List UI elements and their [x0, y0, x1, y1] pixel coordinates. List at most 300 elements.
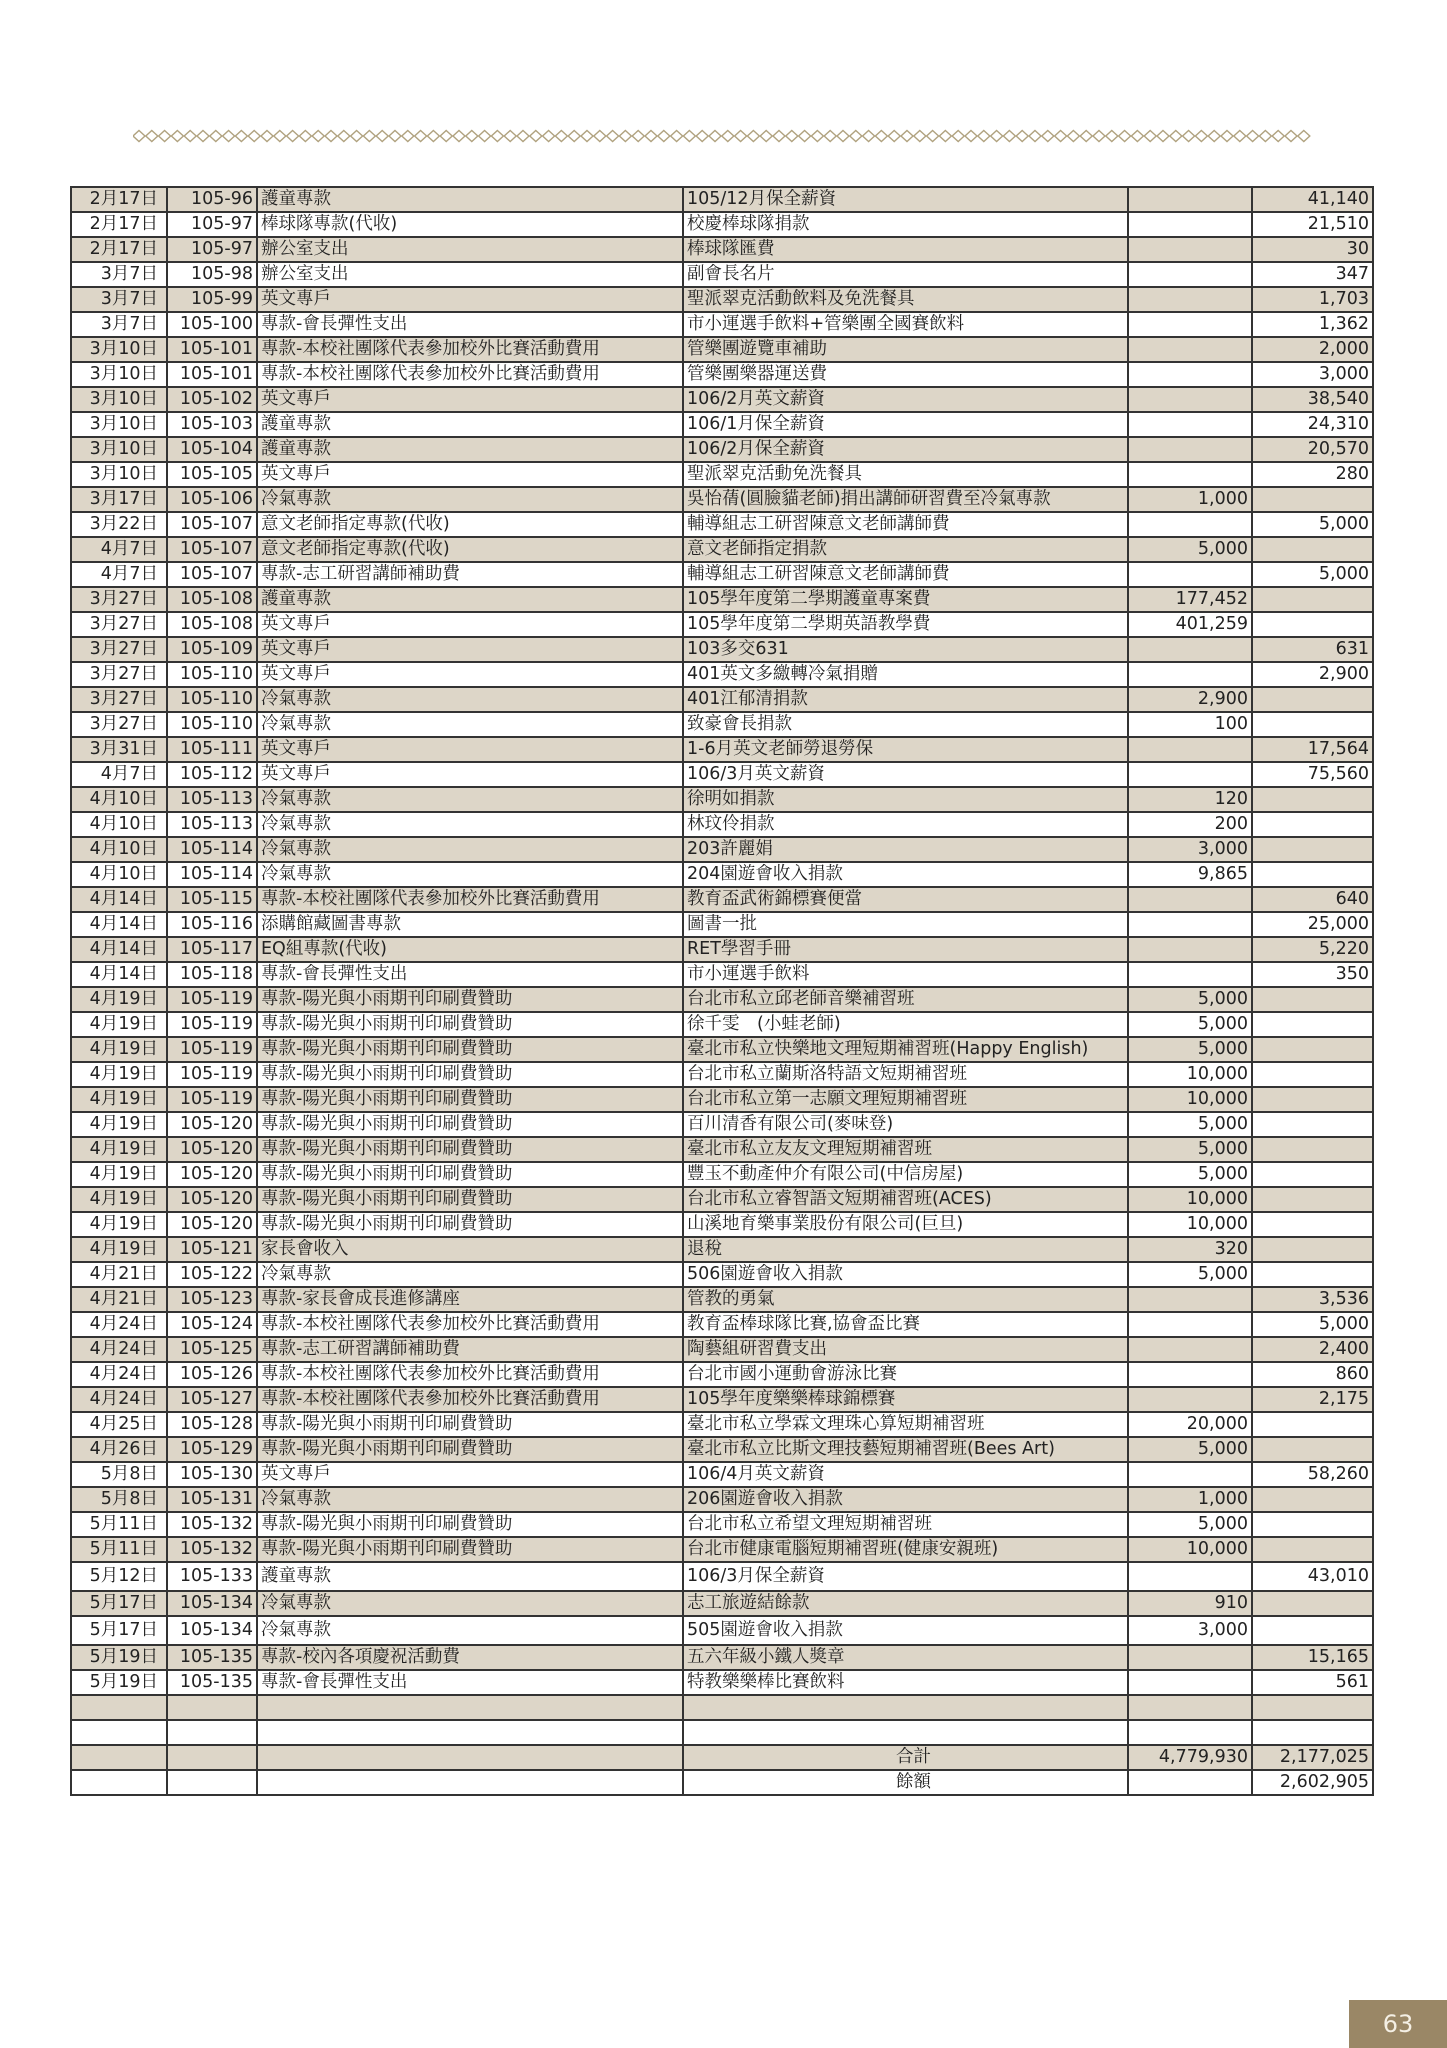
- expense-cell: 30: [1252, 237, 1373, 262]
- voucher-no-cell: 105-135: [167, 1670, 257, 1695]
- description-cell: 台北市私立希望文理短期補習班: [683, 1512, 1128, 1537]
- date-cell: 4月7日: [71, 537, 167, 562]
- table-row: [71, 762, 1373, 787]
- date-cell: 3月27日: [71, 637, 167, 662]
- date-cell: 3月10日: [71, 437, 167, 462]
- date-cell: 4月19日: [71, 987, 167, 1012]
- description-cell: 山溪地育樂事業股份有限公司(巨旦): [683, 1212, 1128, 1237]
- date-cell: 4月14日: [71, 962, 167, 987]
- description-cell: 志工旅遊結餘款: [683, 1591, 1128, 1616]
- description-cell: 206園遊會收入捐款: [683, 1487, 1128, 1512]
- description-cell: 103多交631: [683, 637, 1128, 662]
- ornament-diamond: [543, 131, 555, 142]
- expense-cell: 2,900: [1252, 662, 1373, 687]
- description-cell: 聖派翠克活動飲料及免洗餐具: [683, 287, 1128, 312]
- table-row: [71, 1487, 1373, 1512]
- empty-cell: [683, 1720, 1128, 1745]
- expense-cell: [1252, 587, 1373, 612]
- table-row: [71, 1512, 1373, 1537]
- ornament-diamond: [453, 131, 465, 142]
- description-cell: 特教樂樂棒比賽飲料: [683, 1670, 1128, 1695]
- description-cell: 106/2月英文薪資: [683, 387, 1128, 412]
- account-cell: 專款-陽光與小雨期刊印刷費贊助: [257, 1112, 683, 1137]
- account-cell: 護童專款: [257, 437, 683, 462]
- income-cell: 9,865: [1128, 862, 1252, 887]
- income-cell: [1128, 562, 1252, 587]
- ornament-diamond: [325, 131, 337, 142]
- table-row: [71, 887, 1373, 912]
- account-cell: 專款-本校社團隊代表參加校外比賽活動費用: [257, 1312, 683, 1337]
- ornament-diamond: [1016, 131, 1028, 142]
- voucher-no-cell: 105-115: [167, 887, 257, 912]
- ornament-diamond: [850, 131, 862, 142]
- account-cell: 英文專戶: [257, 762, 683, 787]
- voucher-no-cell: 105-133: [167, 1562, 257, 1591]
- table-row: [71, 362, 1373, 387]
- table-row: [71, 962, 1373, 987]
- date-cell: 4月14日: [71, 937, 167, 962]
- date-cell: 3月31日: [71, 737, 167, 762]
- table-row: [71, 987, 1373, 1012]
- expense-cell: [1252, 1112, 1373, 1137]
- income-cell: 5,000: [1128, 1012, 1252, 1037]
- date-cell: 3月7日: [71, 262, 167, 287]
- date-cell: 4月10日: [71, 787, 167, 812]
- ornament-diamond: [261, 131, 273, 142]
- income-cell: 5,000: [1128, 1512, 1252, 1537]
- ornament-diamond: [504, 131, 516, 142]
- expense-cell: 631: [1252, 637, 1373, 662]
- balance-label: 餘額: [683, 1770, 1128, 1795]
- income-cell: [1128, 912, 1252, 937]
- account-cell: 專款-會長彈性支出: [257, 312, 683, 337]
- income-cell: [1128, 212, 1252, 237]
- ornament-diamond: [184, 131, 196, 142]
- table-row: [71, 1645, 1373, 1670]
- voucher-no-cell: 105-116: [167, 912, 257, 937]
- ornament-diamond: [747, 131, 759, 142]
- description-cell: 106/3月英文薪資: [683, 762, 1128, 787]
- date-cell: 3月10日: [71, 362, 167, 387]
- date-cell: 3月10日: [71, 412, 167, 437]
- empty-cell: [257, 1770, 683, 1795]
- description-cell: 401英文多繳轉冷氣捐贈: [683, 662, 1128, 687]
- table-row: [71, 1012, 1373, 1037]
- table-row: [71, 637, 1373, 662]
- income-cell: 100: [1128, 712, 1252, 737]
- account-cell: 英文專戶: [257, 387, 683, 412]
- income-cell: [1128, 412, 1252, 437]
- ornament-diamond: [530, 131, 542, 142]
- voucher-no-cell: 105-107: [167, 537, 257, 562]
- account-cell: 護童專款: [257, 187, 683, 212]
- date-cell: 3月10日: [71, 387, 167, 412]
- table-row: [71, 737, 1373, 762]
- empty-cell: [257, 1695, 683, 1720]
- voucher-no-cell: 105-119: [167, 1087, 257, 1112]
- account-cell: 專款-本校社團隊代表參加校外比賽活動費用: [257, 362, 683, 387]
- expense-cell: [1252, 1137, 1373, 1162]
- page-number: 63: [1349, 2000, 1447, 2048]
- voucher-no-cell: 105-119: [167, 1012, 257, 1037]
- income-cell: [1128, 187, 1252, 212]
- description-cell: 市小運選手飲料: [683, 962, 1128, 987]
- description-cell: 106/3月保全薪資: [683, 1562, 1128, 1591]
- voucher-no-cell: 105-105: [167, 462, 257, 487]
- income-cell: 20,000: [1128, 1412, 1252, 1437]
- date-cell: 4月21日: [71, 1287, 167, 1312]
- date-cell: 5月17日: [71, 1591, 167, 1616]
- description-cell: 輔導組志工研習陳意文老師講師費: [683, 512, 1128, 537]
- description-cell: 棒球隊匯費: [683, 237, 1128, 262]
- table-row: [71, 512, 1373, 537]
- income-cell: [1128, 662, 1252, 687]
- income-cell: 5,000: [1128, 1162, 1252, 1187]
- voucher-no-cell: 105-118: [167, 962, 257, 987]
- expense-cell: [1252, 1212, 1373, 1237]
- ornament-diamond: [1131, 131, 1143, 142]
- ornament-diamond: [568, 131, 580, 142]
- ornament-diamond: [824, 131, 836, 142]
- table-row: [71, 837, 1373, 862]
- ornament-diamond: [901, 131, 913, 142]
- description-cell: 臺北市私立友友文理短期補習班: [683, 1137, 1128, 1162]
- income-cell: [1128, 1462, 1252, 1487]
- ornament-diamond: [1055, 131, 1067, 142]
- account-cell: 冷氣專款: [257, 1487, 683, 1512]
- income-cell: [1128, 1362, 1252, 1387]
- empty-row: [71, 1695, 1373, 1720]
- table-row: [71, 1237, 1373, 1262]
- voucher-no-cell: 105-109: [167, 637, 257, 662]
- table-row: [71, 1187, 1373, 1212]
- empty-cell: [71, 1720, 167, 1745]
- voucher-no-cell: 105-100: [167, 312, 257, 337]
- account-cell: 專款-陽光與小雨期刊印刷費贊助: [257, 1437, 683, 1462]
- expense-cell: 25,000: [1252, 912, 1373, 937]
- expense-cell: 5,000: [1252, 562, 1373, 587]
- account-cell: 護童專款: [257, 1562, 683, 1591]
- date-cell: 4月19日: [71, 1187, 167, 1212]
- income-cell: [1128, 1670, 1252, 1695]
- account-cell: 專款-陽光與小雨期刊印刷費贊助: [257, 1162, 683, 1187]
- account-cell: 專款-陽光與小雨期刊印刷費贊助: [257, 1537, 683, 1562]
- account-cell: 專款-會長彈性支出: [257, 962, 683, 987]
- ornament-diamond: [735, 131, 747, 142]
- income-cell: [1128, 1562, 1252, 1591]
- voucher-no-cell: 105-124: [167, 1312, 257, 1337]
- description-cell: 致豪會長捐款: [683, 712, 1128, 737]
- expense-cell: [1252, 1262, 1373, 1287]
- description-cell: 106/4月英文薪資: [683, 1462, 1128, 1487]
- ornament-diamond: [1247, 131, 1259, 142]
- income-cell: 5,000: [1128, 1037, 1252, 1062]
- voucher-no-cell: 105-119: [167, 1037, 257, 1062]
- income-cell: 5,000: [1128, 1262, 1252, 1287]
- table-row: [71, 212, 1373, 237]
- table-row: [71, 1562, 1373, 1591]
- ornament-diamond: [581, 131, 593, 142]
- ornament-diamond: [287, 131, 299, 142]
- total-expense: 2,177,025: [1252, 1745, 1373, 1770]
- ornament-diamond: [338, 131, 350, 142]
- total-label: 合計: [683, 1745, 1128, 1770]
- income-cell: [1128, 1387, 1252, 1412]
- table-row: [71, 1062, 1373, 1087]
- voucher-no-cell: 105-126: [167, 1362, 257, 1387]
- voucher-no-cell: 105-121: [167, 1237, 257, 1262]
- income-cell: [1128, 362, 1252, 387]
- income-cell: [1128, 1337, 1252, 1362]
- expense-cell: 41,140: [1252, 187, 1373, 212]
- expense-cell: 43,010: [1252, 1562, 1373, 1591]
- ornament-diamond: [299, 131, 311, 142]
- table-row: [71, 1387, 1373, 1412]
- date-cell: 5月19日: [71, 1645, 167, 1670]
- ornament-diamond: [696, 131, 708, 142]
- ornament-diamond: [1272, 131, 1284, 142]
- ornament-diamond: [671, 131, 683, 142]
- income-cell: 10,000: [1128, 1187, 1252, 1212]
- ornament-diamond: [1234, 131, 1246, 142]
- ornament-diamond: [466, 131, 478, 142]
- income-cell: 3,000: [1128, 1616, 1252, 1645]
- table-row: [71, 1137, 1373, 1162]
- income-cell: [1128, 937, 1252, 962]
- expense-cell: 24,310: [1252, 412, 1373, 437]
- account-cell: 冷氣專款: [257, 1616, 683, 1645]
- table-row: [71, 687, 1373, 712]
- ornament-diamond: [389, 131, 401, 142]
- expense-cell: [1252, 1037, 1373, 1062]
- expense-cell: 2,000: [1252, 337, 1373, 362]
- empty-cell: [167, 1695, 257, 1720]
- income-cell: 10,000: [1128, 1212, 1252, 1237]
- expense-cell: 21,510: [1252, 212, 1373, 237]
- account-cell: 英文專戶: [257, 662, 683, 687]
- description-cell: 台北市私立邱老師音樂補習班: [683, 987, 1128, 1012]
- income-cell: 200: [1128, 812, 1252, 837]
- ornament-diamond: [491, 131, 503, 142]
- income-cell: [1128, 262, 1252, 287]
- expense-cell: [1252, 1237, 1373, 1262]
- account-cell: 英文專戶: [257, 462, 683, 487]
- date-cell: 4月7日: [71, 562, 167, 587]
- empty-cell: [1252, 1695, 1373, 1720]
- table-row: [71, 287, 1373, 312]
- expense-cell: 860: [1252, 1362, 1373, 1387]
- voucher-no-cell: 105-112: [167, 762, 257, 787]
- description-cell: 林玟伶捐款: [683, 812, 1128, 837]
- ornament-diamond: [1221, 131, 1233, 142]
- table-row: [71, 787, 1373, 812]
- income-cell: [1128, 637, 1252, 662]
- ornament-diamond: [248, 131, 260, 142]
- table-row: [71, 262, 1373, 287]
- expense-cell: 350: [1252, 962, 1373, 987]
- income-cell: [1128, 962, 1252, 987]
- description-cell: 1-6月英文老師勞退勞保: [683, 737, 1128, 762]
- date-cell: 4月19日: [71, 1212, 167, 1237]
- expense-cell: 1,703: [1252, 287, 1373, 312]
- date-cell: 3月22日: [71, 512, 167, 537]
- table-row: [71, 812, 1373, 837]
- description-cell: 副會長名片: [683, 262, 1128, 287]
- table-row: [71, 1287, 1373, 1312]
- account-cell: 專款-陽光與小雨期刊印刷費贊助: [257, 1512, 683, 1537]
- date-cell: 4月24日: [71, 1312, 167, 1337]
- expense-cell: [1252, 1162, 1373, 1187]
- expense-cell: [1252, 1537, 1373, 1562]
- income-cell: [1128, 287, 1252, 312]
- table-row: [71, 487, 1373, 512]
- income-cell: 1,000: [1128, 487, 1252, 512]
- ornament-diamond: [312, 131, 324, 142]
- voucher-no-cell: 105-102: [167, 387, 257, 412]
- expense-cell: 561: [1252, 1670, 1373, 1695]
- date-cell: 4月14日: [71, 887, 167, 912]
- voucher-no-cell: 105-103: [167, 412, 257, 437]
- table-row: [71, 237, 1373, 262]
- empty-cell: [71, 1745, 167, 1770]
- voucher-no-cell: 105-119: [167, 987, 257, 1012]
- voucher-no-cell: 105-130: [167, 1462, 257, 1487]
- voucher-no-cell: 105-96: [167, 187, 257, 212]
- expense-cell: [1252, 1062, 1373, 1087]
- voucher-no-cell: 105-114: [167, 837, 257, 862]
- table-row: [71, 1037, 1373, 1062]
- date-cell: 4月19日: [71, 1037, 167, 1062]
- table-row: [71, 1437, 1373, 1462]
- income-cell: 2,900: [1128, 687, 1252, 712]
- ornament-diamond: [274, 131, 286, 142]
- ornament-diamond: [479, 131, 491, 142]
- expense-cell: 1,362: [1252, 312, 1373, 337]
- table-row: [71, 1537, 1373, 1562]
- income-cell: 177,452: [1128, 587, 1252, 612]
- ornament-diamond: [1042, 131, 1054, 142]
- table-row: [71, 662, 1373, 687]
- voucher-no-cell: 105-128: [167, 1412, 257, 1437]
- table-row: [71, 312, 1373, 337]
- income-cell: [1128, 462, 1252, 487]
- balance-row: [71, 1770, 1373, 1795]
- voucher-no-cell: 105-107: [167, 562, 257, 587]
- date-cell: 4月7日: [71, 762, 167, 787]
- ornament-diamond: [811, 131, 823, 142]
- ornament-diamond: [1208, 131, 1220, 142]
- ornament-diamond: [645, 131, 657, 142]
- description-cell: 教育盃武術錦標賽便當: [683, 887, 1128, 912]
- date-cell: 4月19日: [71, 1137, 167, 1162]
- account-cell: 專款-志工研習講師補助費: [257, 562, 683, 587]
- ornament-diamond: [632, 131, 644, 142]
- description-cell: 506園遊會收入捐款: [683, 1262, 1128, 1287]
- description-cell: 105學年度第二學期英語教學費: [683, 612, 1128, 637]
- account-cell: 冷氣專款: [257, 1262, 683, 1287]
- ornament-diamond: [607, 131, 619, 142]
- account-cell: 辦公室支出: [257, 237, 683, 262]
- date-cell: 3月17日: [71, 487, 167, 512]
- ornament-diamond: [363, 131, 375, 142]
- ornament-diamond: [1183, 131, 1195, 142]
- date-cell: 2月17日: [71, 187, 167, 212]
- date-cell: 4月25日: [71, 1412, 167, 1437]
- ornament-diamond: [1285, 131, 1297, 142]
- ornament-diamond: [837, 131, 849, 142]
- voucher-no-cell: 105-106: [167, 487, 257, 512]
- description-cell: 退稅: [683, 1237, 1128, 1262]
- expense-cell: 5,220: [1252, 937, 1373, 962]
- ornament-diamond: [1093, 131, 1105, 142]
- ornament-diamond: [210, 131, 222, 142]
- account-cell: 專款-會長彈性支出: [257, 1670, 683, 1695]
- account-cell: 專款-陽光與小雨期刊印刷費贊助: [257, 987, 683, 1012]
- income-cell: 320: [1128, 1237, 1252, 1262]
- empty-cell: [1252, 1720, 1373, 1745]
- expense-cell: [1252, 1512, 1373, 1537]
- description-cell: 管樂團遊覽車補助: [683, 337, 1128, 362]
- expense-cell: 58,260: [1252, 1462, 1373, 1487]
- empty-cell: [71, 1695, 167, 1720]
- empty-cell: [71, 1770, 167, 1795]
- voucher-no-cell: 105-120: [167, 1112, 257, 1137]
- income-cell: [1128, 237, 1252, 262]
- income-cell: [1128, 512, 1252, 537]
- account-cell: 專款-陽光與小雨期刊印刷費贊助: [257, 1137, 683, 1162]
- expense-cell: [1252, 1591, 1373, 1616]
- expense-cell: 15,165: [1252, 1645, 1373, 1670]
- income-cell: 10,000: [1128, 1087, 1252, 1112]
- date-cell: 4月10日: [71, 862, 167, 887]
- table-row: [71, 1162, 1373, 1187]
- ornament-diamond: [888, 131, 900, 142]
- account-cell: 專款-本校社團隊代表參加校外比賽活動費用: [257, 337, 683, 362]
- ornament-diamond: [1144, 131, 1156, 142]
- description-cell: 臺北市私立比斯文理技藝短期補習班(Bees Art): [683, 1437, 1128, 1462]
- account-cell: 專款-本校社團隊代表參加校外比賽活動費用: [257, 1387, 683, 1412]
- expense-cell: 2,175: [1252, 1387, 1373, 1412]
- expense-cell: [1252, 837, 1373, 862]
- voucher-no-cell: 105-123: [167, 1287, 257, 1312]
- ornament-diamond: [1003, 131, 1015, 142]
- table-row: [71, 1212, 1373, 1237]
- expense-cell: 20,570: [1252, 437, 1373, 462]
- account-cell: 專款-陽光與小雨期刊印刷費贊助: [257, 1087, 683, 1112]
- description-cell: 聖派翠克活動免洗餐具: [683, 462, 1128, 487]
- income-cell: [1128, 337, 1252, 362]
- expense-cell: [1252, 1616, 1373, 1645]
- empty-cell: [1128, 1720, 1252, 1745]
- description-cell: 401江郁清捐款: [683, 687, 1128, 712]
- ornament-diamond: [351, 131, 363, 142]
- account-cell: 冷氣專款: [257, 712, 683, 737]
- description-cell: 管教的勇氣: [683, 1287, 1128, 1312]
- account-cell: 英文專戶: [257, 737, 683, 762]
- ornament-diamond: [197, 131, 209, 142]
- account-cell: 專款-志工研習講師補助費: [257, 1337, 683, 1362]
- description-cell: 203許麗娟: [683, 837, 1128, 862]
- voucher-no-cell: 105-99: [167, 287, 257, 312]
- date-cell: 5月8日: [71, 1487, 167, 1512]
- description-cell: 圖書一批: [683, 912, 1128, 937]
- ornament-diamond: [1195, 131, 1207, 142]
- description-cell: 豐玉不動產仲介有限公司(中信房屋): [683, 1162, 1128, 1187]
- date-cell: 3月7日: [71, 312, 167, 337]
- ornament-diamond: [760, 131, 772, 142]
- date-cell: 4月21日: [71, 1262, 167, 1287]
- voucher-no-cell: 105-110: [167, 712, 257, 737]
